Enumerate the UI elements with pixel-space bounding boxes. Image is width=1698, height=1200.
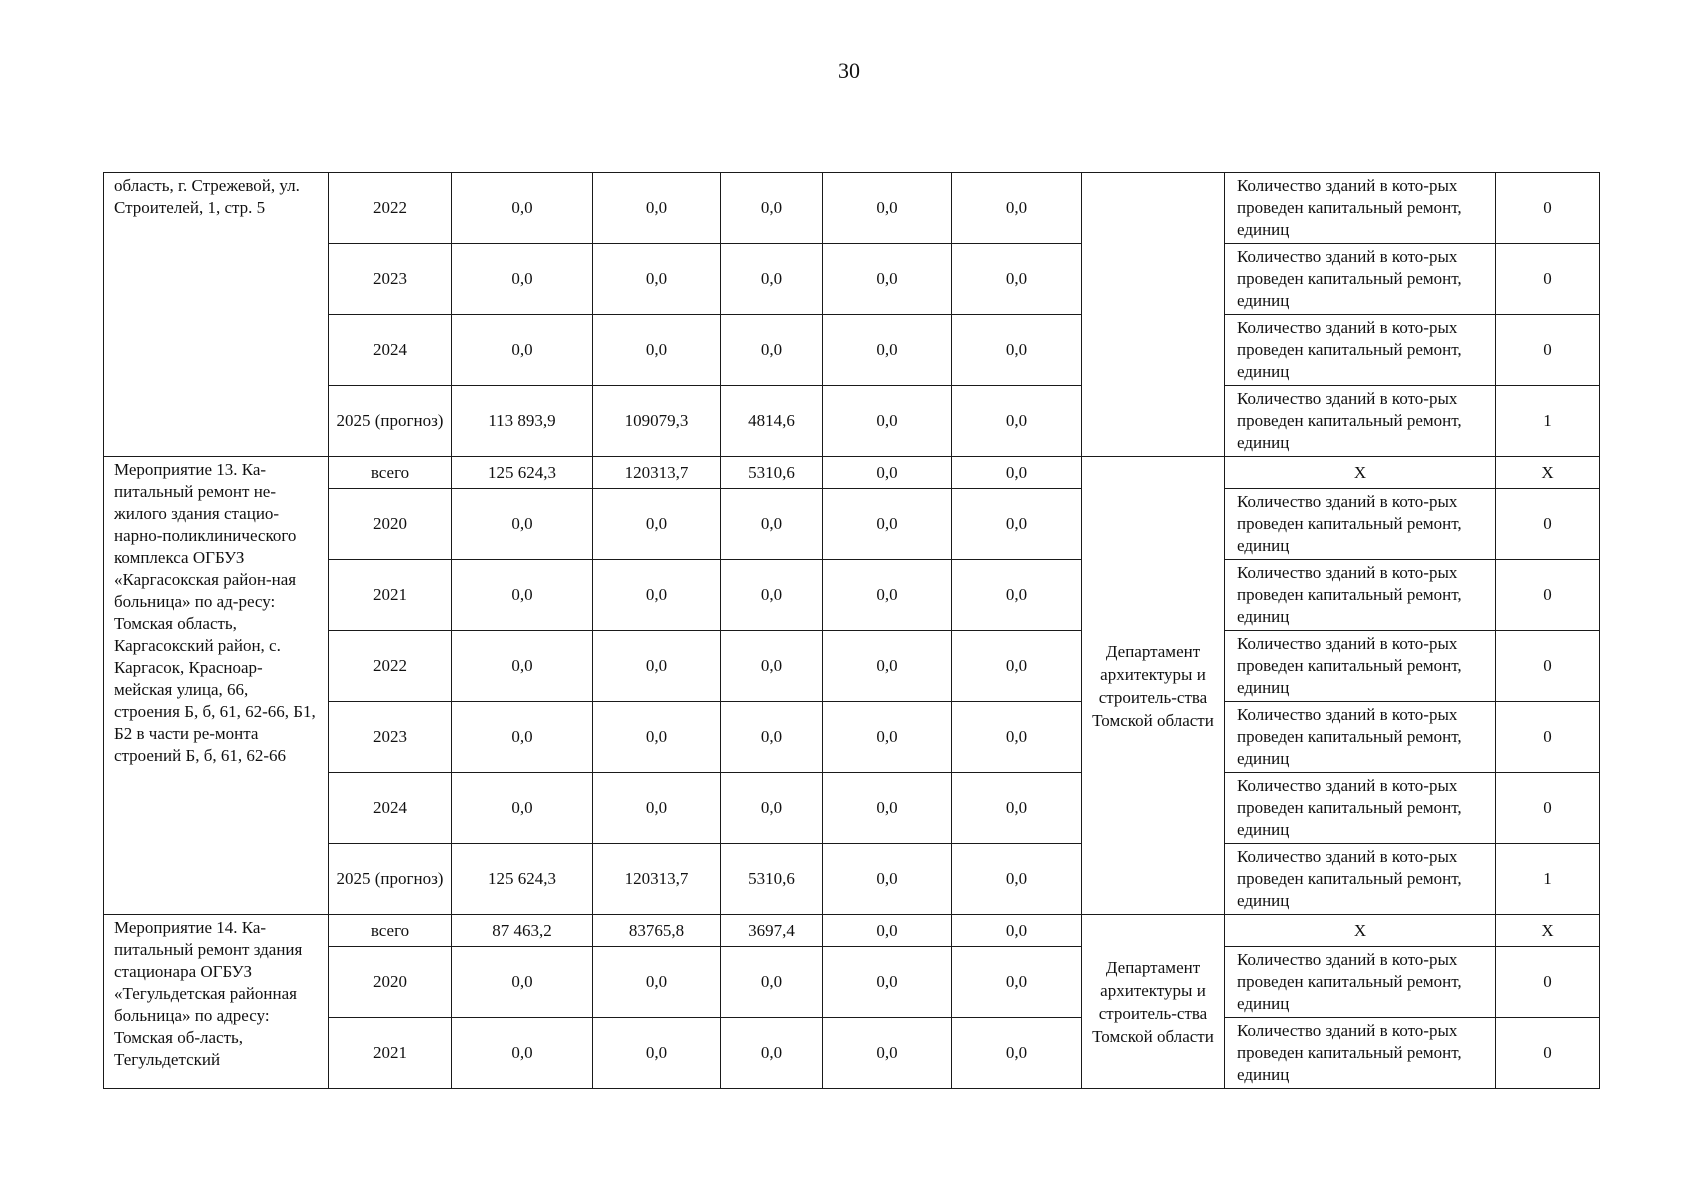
indicator-cell: Количество зданий в кото-рых проведен капитальный ремонт, единиц xyxy=(1225,244,1496,315)
indicator-value-cell: 0 xyxy=(1496,773,1600,844)
table-row xyxy=(104,631,1600,702)
funding-value-cell: 0,0 xyxy=(452,315,593,386)
indicator-value-cell: 1 xyxy=(1496,844,1600,915)
funding-value-cell: 109079,3 xyxy=(593,386,721,457)
year-cell: всего xyxy=(329,457,452,489)
funding-value-cell: 0,0 xyxy=(823,560,952,631)
indicator-value-cell: 0 xyxy=(1496,702,1600,773)
indicator-value-cell: 0 xyxy=(1496,631,1600,702)
responsible-department-cell: Департамент архитектуры и строитель-ства Томской области xyxy=(1082,915,1225,1089)
year-cell: 2025 (прогноз) xyxy=(329,386,452,457)
indicator-cell: Количество зданий в кото-рых проведен капитальный ремонт, единиц xyxy=(1225,631,1496,702)
funding-value-cell: 0,0 xyxy=(452,631,593,702)
funding-value-cell: 5310,6 xyxy=(721,844,823,915)
indicator-value-cell: 0 xyxy=(1496,315,1600,386)
funding-value-cell: 0,0 xyxy=(952,773,1082,844)
year-cell: 2025 (прогноз) xyxy=(329,844,452,915)
funding-value-cell: 0,0 xyxy=(952,560,1082,631)
funding-value-cell: 0,0 xyxy=(823,244,952,315)
year-cell: 2023 xyxy=(329,244,452,315)
funding-value-cell: 0,0 xyxy=(823,173,952,244)
funding-value-cell: 120313,7 xyxy=(593,457,721,489)
year-cell: 2022 xyxy=(329,173,452,244)
table-row xyxy=(104,244,1600,315)
funding-value-cell: 120313,7 xyxy=(593,844,721,915)
table-row xyxy=(104,489,1600,560)
table-row xyxy=(104,773,1600,844)
funding-value-cell: 0,0 xyxy=(593,489,721,560)
year-cell: 2022 xyxy=(329,631,452,702)
table-row xyxy=(104,844,1600,915)
funding-value-cell: 0,0 xyxy=(721,244,823,315)
event-description-cell: Мероприятие 13. Ка-питальный ремонт не-жилого здания стацио-нарно-поликлинического комплекса ОГБУЗ «Каргасокская район-ная больница» по ад-ресу: Томская область, Каргасокский район, с. Каргасок, Красноар-мейская улица, 66, строения Б, б, 61, 62-66, Б1, Б2 в части ре-монта строений Б, б, 61, 62-66 xyxy=(104,457,329,915)
funding-value-cell: 0,0 xyxy=(952,386,1082,457)
funding-value-cell: 0,0 xyxy=(721,560,823,631)
funding-value-cell: 0,0 xyxy=(593,315,721,386)
funding-value-cell: 3697,4 xyxy=(721,915,823,947)
table-row xyxy=(104,947,1600,1018)
funding-value-cell: 0,0 xyxy=(823,773,952,844)
funding-value-cell: 0,0 xyxy=(952,244,1082,315)
funding-value-cell: 0,0 xyxy=(721,773,823,844)
funding-value-cell: 0,0 xyxy=(721,315,823,386)
funding-value-cell: 0,0 xyxy=(823,489,952,560)
indicator-value-cell: 0 xyxy=(1496,489,1600,560)
funding-value-cell: 0,0 xyxy=(452,244,593,315)
indicator-cell: Количество зданий в кото-рых проведен капитальный ремонт, единиц xyxy=(1225,489,1496,560)
funding-value-cell: 0,0 xyxy=(721,173,823,244)
indicator-cell: Количество зданий в кото-рых проведен капитальный ремонт, единиц xyxy=(1225,844,1496,915)
funding-value-cell: 0,0 xyxy=(593,244,721,315)
indicator-value-cell: Х xyxy=(1496,457,1600,489)
funding-value-cell: 0,0 xyxy=(823,844,952,915)
indicator-value-cell: 0 xyxy=(1496,947,1600,1018)
funding-value-cell: 0,0 xyxy=(952,489,1082,560)
funding-value-cell: 0,0 xyxy=(593,702,721,773)
funding-value-cell: 0,0 xyxy=(823,947,952,1018)
table-row-total xyxy=(104,915,1600,947)
year-cell: 2024 xyxy=(329,315,452,386)
funding-value-cell: 125 624,3 xyxy=(452,457,593,489)
funding-value-cell: 0,0 xyxy=(952,173,1082,244)
funding-value-cell: 0,0 xyxy=(721,489,823,560)
event-description-cell: Мероприятие 14. Ка-питальный ремонт здания стационара ОГБУЗ «Тегульдетская районная больница» по адресу: Томская об-ласть, Тегульдетский xyxy=(104,915,329,1089)
funding-value-cell: 0,0 xyxy=(452,1018,593,1089)
funding-value-cell: 83765,8 xyxy=(593,915,721,947)
funding-value-cell: 0,0 xyxy=(823,631,952,702)
indicator-value-cell: 0 xyxy=(1496,1018,1600,1089)
table-row xyxy=(104,702,1600,773)
year-cell: 2021 xyxy=(329,560,452,631)
indicator-cell: Количество зданий в кото-рых проведен капитальный ремонт, единиц xyxy=(1225,315,1496,386)
table-row xyxy=(104,560,1600,631)
funding-value-cell: 87 463,2 xyxy=(452,915,593,947)
funding-value-cell: 0,0 xyxy=(952,1018,1082,1089)
funding-value-cell: 0,0 xyxy=(593,1018,721,1089)
funding-value-cell: 0,0 xyxy=(952,315,1082,386)
table-row-total xyxy=(104,457,1600,489)
funding-value-cell: 0,0 xyxy=(593,773,721,844)
indicator-cell: Количество зданий в кото-рых проведен капитальный ремонт, единиц xyxy=(1225,173,1496,244)
funding-value-cell: 0,0 xyxy=(823,386,952,457)
indicator-cell: Количество зданий в кото-рых проведен капитальный ремонт, единиц xyxy=(1225,773,1496,844)
funding-value-cell: 0,0 xyxy=(452,702,593,773)
year-cell: всего xyxy=(329,915,452,947)
table-row xyxy=(104,1018,1600,1089)
indicator-cell: Количество зданий в кото-рых проведен капитальный ремонт, единиц xyxy=(1225,386,1496,457)
year-cell: 2023 xyxy=(329,702,452,773)
funding-value-cell: 0,0 xyxy=(593,560,721,631)
indicator-value-cell: Х xyxy=(1496,915,1600,947)
funding-value-cell: 0,0 xyxy=(823,915,952,947)
indicator-value-cell: 0 xyxy=(1496,244,1600,315)
indicator-cell: Количество зданий в кото-рых проведен капитальный ремонт, единиц xyxy=(1225,560,1496,631)
indicator-cell: Количество зданий в кото-рых проведен капитальный ремонт, единиц xyxy=(1225,702,1496,773)
year-cell: 2024 xyxy=(329,773,452,844)
funding-value-cell: 0,0 xyxy=(452,773,593,844)
funding-value-cell: 0,0 xyxy=(823,315,952,386)
indicator-cell: Х xyxy=(1225,457,1496,489)
event-description-cell: область, г. Стрежевой, ул. Строителей, 1, стр. 5 xyxy=(104,173,329,457)
funding-value-cell: 0,0 xyxy=(823,702,952,773)
funding-value-cell: 0,0 xyxy=(721,702,823,773)
indicator-value-cell: 0 xyxy=(1496,560,1600,631)
responsible-department-cell xyxy=(1082,173,1225,457)
funding-value-cell: 0,0 xyxy=(721,1018,823,1089)
table-row xyxy=(104,386,1600,457)
year-cell: 2021 xyxy=(329,1018,452,1089)
funding-value-cell: 0,0 xyxy=(952,844,1082,915)
funding-value-cell: 4814,6 xyxy=(721,386,823,457)
funding-value-cell: 0,0 xyxy=(952,631,1082,702)
funding-value-cell: 0,0 xyxy=(721,631,823,702)
funding-value-cell: 0,0 xyxy=(452,560,593,631)
year-cell: 2020 xyxy=(329,947,452,1018)
funding-value-cell: 125 624,3 xyxy=(452,844,593,915)
funding-value-cell: 0,0 xyxy=(823,457,952,489)
funding-value-cell: 0,0 xyxy=(823,1018,952,1089)
table-row xyxy=(104,315,1600,386)
indicator-value-cell: 1 xyxy=(1496,386,1600,457)
program-table xyxy=(103,172,1600,1089)
funding-value-cell: 0,0 xyxy=(593,947,721,1018)
funding-value-cell: 0,0 xyxy=(452,173,593,244)
funding-value-cell: 0,0 xyxy=(952,915,1082,947)
responsible-department-cell: Департамент архитектуры и строитель-ства Томской области xyxy=(1082,457,1225,915)
funding-value-cell: 0,0 xyxy=(452,489,593,560)
year-cell: 2020 xyxy=(329,489,452,560)
funding-value-cell: 0,0 xyxy=(952,457,1082,489)
funding-value-cell: 0,0 xyxy=(593,173,721,244)
funding-value-cell: 0,0 xyxy=(452,947,593,1018)
indicator-value-cell: 0 xyxy=(1496,173,1600,244)
indicator-cell: Количество зданий в кото-рых проведен капитальный ремонт, единиц xyxy=(1225,1018,1496,1089)
funding-value-cell: 0,0 xyxy=(593,631,721,702)
funding-value-cell: 5310,6 xyxy=(721,457,823,489)
page-number: 30 xyxy=(838,58,860,83)
indicator-cell: Количество зданий в кото-рых проведен капитальный ремонт, единиц xyxy=(1225,947,1496,1018)
indicator-cell: Х xyxy=(1225,915,1496,947)
funding-value-cell: 113 893,9 xyxy=(452,386,593,457)
funding-value-cell: 0,0 xyxy=(952,947,1082,1018)
funding-value-cell: 0,0 xyxy=(721,947,823,1018)
funding-value-cell: 0,0 xyxy=(952,702,1082,773)
table-row xyxy=(104,173,1600,244)
